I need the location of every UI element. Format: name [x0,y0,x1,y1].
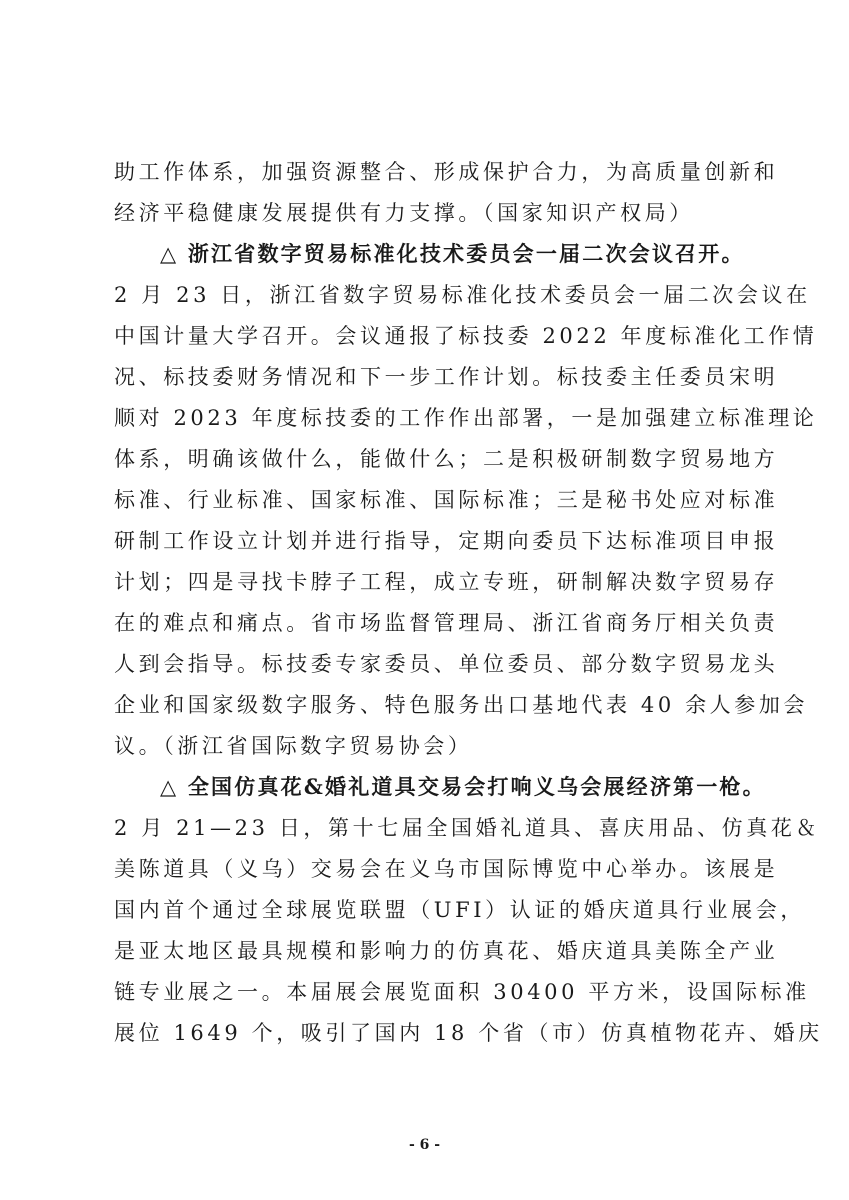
paragraph-line: 国内首个通过全球展览联盟（UFI）认证的婚庆道具行业展会， [114,898,805,922]
paragraph-line: 2 月 23 日，浙江省数字贸易标准化技术委员会一届二次会议在 [114,283,811,307]
paragraph-line: 美陈道具（义乌）交易会在义乌市国际博览中心举办。该展是 [114,857,779,881]
paragraph-line: 企业和国家级数字服务、特色服务出口基地代表 40 余人参加会 [114,693,809,717]
paragraph-line: 中国计量大学召开。会议通报了标技委 2022 年度标准化工作情 [114,324,818,348]
section-heading-zhejiang-standardization: △ 浙江省数字贸易标准化技术委员会一届二次会议召开。 [160,241,745,266]
paragraph-line: 2 月 21—23 日，第十七届全国婚礼道具、喜庆用品、仿真花＆ [114,816,821,840]
paragraph-line: 经济平稳健康发展提供有力支撑。（国家知识产权局） [114,201,694,225]
paragraph-line: 计划；四是寻找卡脖子工程，成立专班，研制解决数字贸易存 [114,570,779,594]
paragraph-line: 体系，明确该做什么，能做什么；二是积极研制数字贸易地方 [114,447,779,471]
paragraph-line: 在的难点和痛点。省市场监督管理局、浙江省商务厅相关负责 [114,611,779,635]
paragraph-line: 是亚太地区最具规模和影响力的仿真花、婚庆道具美陈全产业 [114,939,779,963]
paragraph-line: 展位 1649 个，吸引了国内 18 个省（市）仿真植物花卉、婚庆 [114,1021,823,1045]
paragraph-line: 标准、行业标准、国家标准、国际标准；三是秘书处应对标准 [114,488,779,512]
paragraph-line: 议。（浙江省国际数字贸易协会） [114,734,473,758]
paragraph-line: 助工作体系，加强资源整合、形成保护合力，为高质量创新和 [114,160,779,184]
paragraph-line: 链专业展之一。本届展会展览面积 30400 平方米，设国际标准 [114,980,810,1004]
paragraph-line: 研制工作设立计划并进行指导，定期向委员下达标准项目申报 [114,529,779,553]
paragraph-line: 人到会指导。标技委专家委员、单位委员、部分数字贸易龙头 [114,652,779,676]
paragraph-line: 顺对 2023 年度标技委的工作作出部署，一是加强建立标准理论 [114,406,818,430]
page-number: - 6 - [408,1137,441,1153]
paragraph-line: 况、标技委财务情况和下一步工作计划。标技委主任委员宋明 [114,365,779,389]
section-heading-yiwu-fair: △ 全国仿真花&婚礼道具交易会打响义乌会展经济第一枪。 [160,774,766,799]
